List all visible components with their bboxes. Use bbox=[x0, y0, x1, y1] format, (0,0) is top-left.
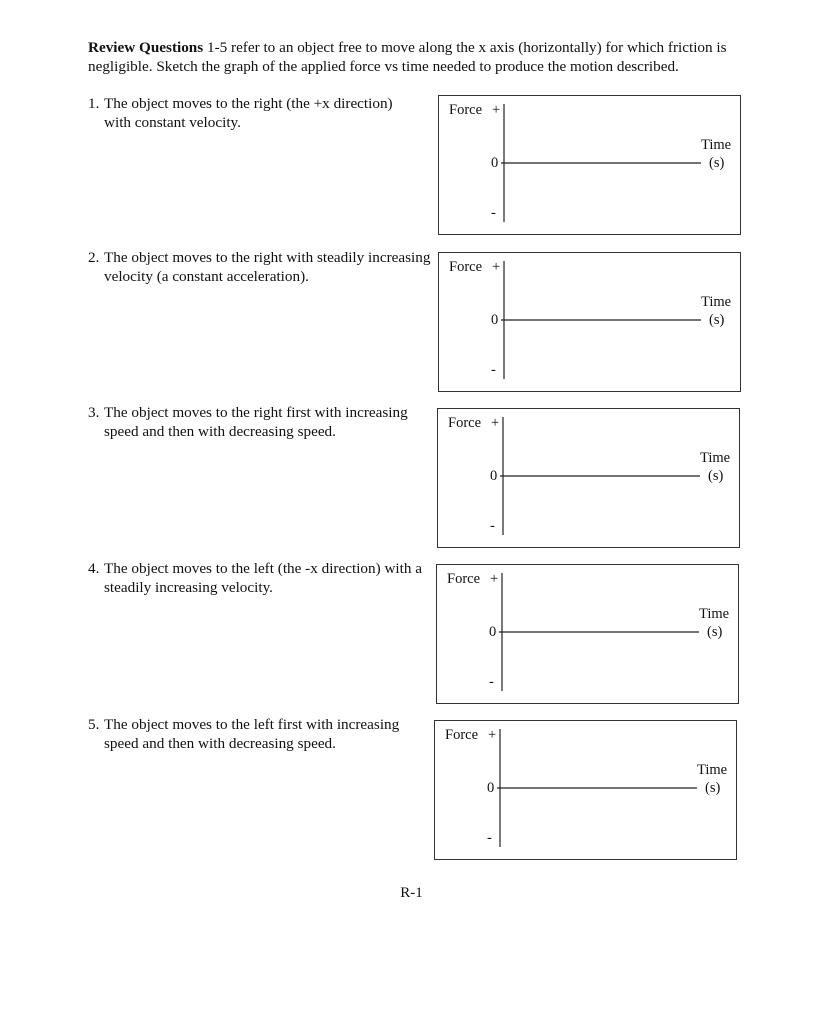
graph-1-minus-label: - bbox=[491, 205, 496, 221]
question-4-line-2: steadily increasing velocity. bbox=[104, 579, 273, 596]
graph-5-time-label: Time bbox=[697, 762, 728, 778]
question-4-line-1: The object moves to the left (the -x direction) with a bbox=[104, 560, 422, 577]
graph-2-seconds-label: (s) bbox=[709, 312, 725, 328]
intro-heading: Review Questions bbox=[88, 39, 204, 56]
graph-3-time-label: Time bbox=[700, 450, 731, 466]
question-5-line-2: speed and then with decreasing speed. bbox=[104, 735, 336, 752]
intro-line-1-text: 1-5 refer to an object free to move along the x axis (horizontally) for which friction is bbox=[203, 39, 727, 56]
graph-4-minus-label: - bbox=[489, 674, 494, 690]
graph-2-axes bbox=[439, 253, 742, 393]
question-3-number: 3. bbox=[88, 404, 100, 421]
question-2-line-2: velocity (a constant acceleration). bbox=[104, 268, 309, 285]
question-2-number: 2. bbox=[88, 249, 100, 266]
graph-4-zero-label: 0 bbox=[489, 624, 497, 640]
question-4 bbox=[88, 559, 433, 597]
graph-4-plus-label: + bbox=[490, 571, 499, 587]
graph-3-axes bbox=[438, 409, 741, 549]
graph-5-minus-label: - bbox=[487, 830, 492, 846]
graph-1-seconds-label: (s) bbox=[709, 155, 725, 171]
graph-2-time-label: Time bbox=[701, 294, 732, 310]
graph-1-time-label: Time bbox=[701, 137, 732, 153]
intro-line-1 bbox=[88, 38, 778, 57]
graph-box-3[interactable] bbox=[437, 408, 740, 548]
question-1-number: 1. bbox=[88, 95, 100, 112]
graph-5-seconds-label: (s) bbox=[705, 780, 721, 796]
question-2 bbox=[88, 248, 433, 286]
question-3-line-1: The object moves to the right first with increasing bbox=[104, 404, 408, 421]
question-1 bbox=[88, 94, 433, 132]
graph-5-axes bbox=[435, 721, 738, 861]
graph-2-plus-label: + bbox=[492, 259, 501, 275]
graph-5-plus-label: + bbox=[488, 727, 497, 743]
graph-3-force-label: Force bbox=[448, 415, 482, 431]
intro-line-2: negligible. Sketch the graph of the applied force vs time needed to produce the motion described. bbox=[88, 58, 679, 75]
graph-box-2[interactable] bbox=[438, 252, 741, 392]
question-1-line-1: The object moves to the right (the +x direction) bbox=[104, 95, 393, 112]
question-5 bbox=[88, 715, 433, 753]
graph-5-force-label: Force bbox=[445, 727, 479, 743]
question-3-line-2: speed and then with decreasing speed. bbox=[104, 423, 336, 440]
graph-box-1[interactable] bbox=[438, 95, 741, 235]
question-3 bbox=[88, 403, 433, 441]
graph-3-minus-label: - bbox=[490, 518, 495, 534]
graph-3-seconds-label: (s) bbox=[708, 468, 724, 484]
graph-1-zero-label: 0 bbox=[491, 155, 499, 171]
question-1-line-2: with constant velocity. bbox=[104, 114, 241, 131]
question-5-number: 5. bbox=[88, 716, 100, 733]
graph-2-zero-label: 0 bbox=[491, 312, 499, 328]
graph-1-plus-label: + bbox=[492, 102, 501, 118]
graph-box-5[interactable] bbox=[434, 720, 737, 860]
graph-5-zero-label: 0 bbox=[487, 780, 495, 796]
graph-box-4[interactable] bbox=[436, 564, 739, 704]
page-number: R-1 bbox=[400, 885, 423, 901]
graph-3-plus-label: + bbox=[491, 415, 500, 431]
graph-2-minus-label: - bbox=[491, 362, 496, 378]
question-5-line-1: The object moves to the left first with increasing bbox=[104, 716, 400, 733]
question-2-line-1: The object moves to the right with steadily increasing bbox=[104, 249, 431, 266]
graph-1-axes bbox=[439, 96, 742, 236]
graph-3-zero-label: 0 bbox=[490, 468, 498, 484]
graph-1-force-label: Force bbox=[449, 102, 483, 118]
graph-4-axes bbox=[437, 565, 740, 705]
intro-paragraph bbox=[88, 38, 778, 76]
graph-4-force-label: Force bbox=[447, 571, 481, 587]
graph-2-force-label: Force bbox=[449, 259, 483, 275]
question-4-number: 4. bbox=[88, 560, 100, 577]
graph-4-seconds-label: (s) bbox=[707, 624, 723, 640]
graph-4-time-label: Time bbox=[699, 606, 730, 622]
